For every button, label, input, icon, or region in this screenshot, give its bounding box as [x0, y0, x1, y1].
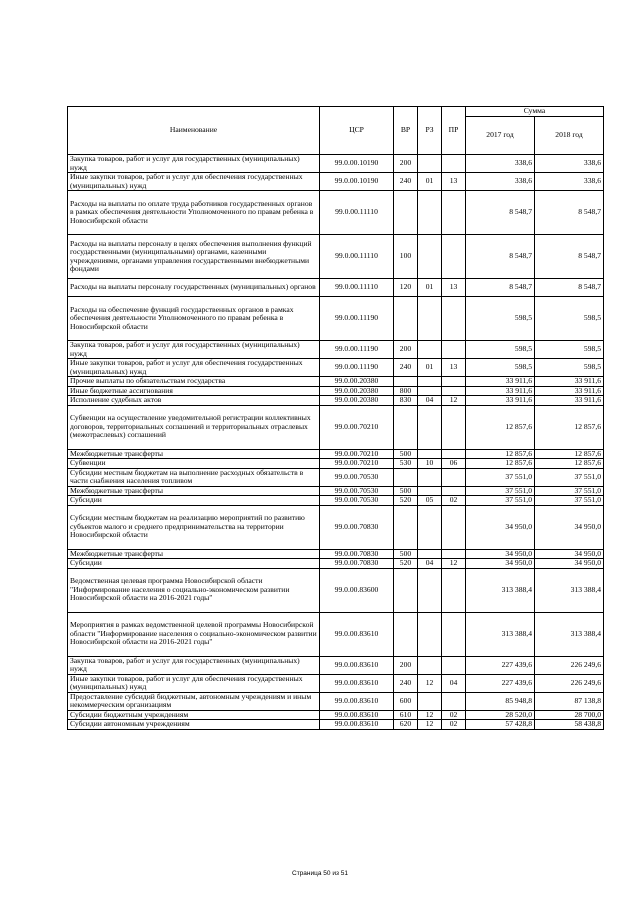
cell-csr: 99.0.00.83600	[320, 568, 394, 612]
cell-2017: 313 388,4	[466, 568, 535, 612]
cell-name: Расходы на обеспечение функций государственных органов в рамках обеспечения деятельности Уполномоченного по правам ребенка в Новосибирской области	[68, 297, 320, 341]
cell-2017: 227 439,6	[466, 656, 535, 674]
cell-name: Субсидии автономным учреждениям	[68, 720, 320, 730]
cell-2017: 598,5	[466, 297, 535, 341]
table-body	[68, 155, 604, 730]
cell-2018: 8 548,7	[535, 191, 604, 235]
cell-vr: 200	[394, 155, 418, 173]
cell-2018: 226 249,6	[535, 674, 604, 692]
cell-2017: 8 548,7	[466, 279, 535, 297]
cell-vr: 530	[394, 459, 418, 469]
table-row	[68, 496, 604, 506]
cell-name: Субсидии местным бюджетам на реализацию мероприятий по развитию субъектов малого и среднего предпринимательства на территории Новосибирской области	[68, 505, 320, 549]
cell-vr	[394, 191, 418, 235]
table-row	[68, 279, 604, 297]
cell-name: Субсидии бюджетным учреждениям	[68, 710, 320, 720]
cell-pr: 12	[442, 559, 466, 569]
cell-2017: 85 948,8	[466, 692, 535, 710]
cell-2017: 33 911,6	[466, 377, 535, 387]
cell-2018: 34 950,0	[535, 559, 604, 569]
cell-2017: 34 950,0	[466, 559, 535, 569]
cell-pr	[442, 155, 466, 173]
cell-rz	[418, 656, 442, 674]
cell-rz: 12	[418, 720, 442, 730]
cell-csr: 99.0.00.11190	[320, 297, 394, 341]
cell-2018: 8 548,7	[535, 235, 604, 279]
cell-2017: 57 428,8	[466, 720, 535, 730]
header-name: Наименование	[68, 107, 320, 155]
cell-2017: 227 439,6	[466, 674, 535, 692]
cell-pr	[442, 235, 466, 279]
cell-2018: 28 700,0	[535, 710, 604, 720]
table-row	[68, 297, 604, 341]
cell-csr: 99.0.00.20380	[320, 386, 394, 396]
cell-2018: 598,5	[535, 359, 604, 377]
cell-pr	[442, 468, 466, 486]
table-row	[68, 191, 604, 235]
cell-2017: 12 857,6	[466, 459, 535, 469]
cell-csr: 99.0.00.70830	[320, 549, 394, 559]
cell-vr: 830	[394, 396, 418, 406]
cell-2018: 313 388,4	[535, 612, 604, 656]
cell-2018: 58 438,8	[535, 720, 604, 730]
cell-pr: 12	[442, 396, 466, 406]
cell-rz	[418, 692, 442, 710]
cell-vr	[394, 505, 418, 549]
cell-2017: 37 551,0	[466, 496, 535, 506]
cell-2018: 338,6	[535, 155, 604, 173]
cell-2017: 34 950,0	[466, 549, 535, 559]
cell-2018: 33 911,6	[535, 386, 604, 396]
cell-name: Закупка товаров, работ и услуг для государственных (муниципальных) нужд	[68, 656, 320, 674]
cell-rz: 12	[418, 710, 442, 720]
cell-2018: 8 548,7	[535, 279, 604, 297]
cell-vr: 200	[394, 656, 418, 674]
cell-vr	[394, 297, 418, 341]
cell-2017: 338,6	[466, 155, 535, 173]
cell-name: Межбюджетные трансферты	[68, 486, 320, 496]
cell-rz: 05	[418, 496, 442, 506]
cell-2017: 33 911,6	[466, 396, 535, 406]
table-row	[68, 359, 604, 377]
cell-csr: 99.0.00.70530	[320, 496, 394, 506]
table-row	[68, 692, 604, 710]
cell-vr: 520	[394, 496, 418, 506]
cell-rz	[418, 468, 442, 486]
cell-2018: 34 950,0	[535, 505, 604, 549]
cell-csr: 99.0.00.83610	[320, 710, 394, 720]
cell-rz	[418, 235, 442, 279]
header-sum: Сумма	[466, 107, 604, 117]
table-row	[68, 559, 604, 569]
cell-2017: 598,5	[466, 359, 535, 377]
cell-rz	[418, 612, 442, 656]
table-row	[68, 459, 604, 469]
cell-2017: 37 551,0	[466, 468, 535, 486]
cell-name: Иные закупки товаров, работ и услуг для обеспечения государственных (муниципальных) нужд	[68, 173, 320, 191]
table-row	[68, 155, 604, 173]
page-footer: Страница 50 из 51	[292, 870, 348, 877]
table-row	[68, 405, 604, 449]
cell-rz: 10	[418, 459, 442, 469]
cell-rz	[418, 297, 442, 341]
cell-2018: 338,6	[535, 173, 604, 191]
cell-rz: 01	[418, 279, 442, 297]
table-row	[68, 377, 604, 387]
cell-pr	[442, 568, 466, 612]
cell-rz: 04	[418, 396, 442, 406]
table-row	[68, 173, 604, 191]
cell-2018: 12 857,6	[535, 449, 604, 459]
table-row	[68, 568, 604, 612]
cell-vr	[394, 377, 418, 387]
cell-2018: 313 388,4	[535, 568, 604, 612]
cell-2018: 34 950,0	[535, 549, 604, 559]
cell-pr: 13	[442, 173, 466, 191]
cell-vr	[394, 568, 418, 612]
cell-name: Прочие выплаты по обязательствам государства	[68, 377, 320, 387]
cell-csr: 99.0.00.70210	[320, 459, 394, 469]
cell-pr: 02	[442, 496, 466, 506]
cell-csr: 99.0.00.11110	[320, 191, 394, 235]
cell-pr	[442, 612, 466, 656]
cell-name: Субвенции на осуществление уведомительной регистрации коллективных договоров, территориальных соглашений и территориальных отраслевых (межотраслевых) соглашений	[68, 405, 320, 449]
cell-csr: 99.0.00.70830	[320, 505, 394, 549]
cell-rz: 12	[418, 674, 442, 692]
cell-csr: 99.0.00.83610	[320, 692, 394, 710]
cell-vr	[394, 405, 418, 449]
cell-2017: 33 911,6	[466, 386, 535, 396]
cell-csr: 99.0.00.20380	[320, 377, 394, 387]
cell-2018: 33 911,6	[535, 377, 604, 387]
cell-2017: 313 388,4	[466, 612, 535, 656]
cell-rz	[418, 568, 442, 612]
cell-pr	[442, 341, 466, 359]
cell-name: Предоставление субсидий бюджетным, автономным учреждениям и иным некоммерческим организациям	[68, 692, 320, 710]
cell-csr: 99.0.00.83610	[320, 674, 394, 692]
cell-pr	[442, 505, 466, 549]
table-row	[68, 341, 604, 359]
cell-name: Мероприятия в рамках ведомственной целевой программы Новосибирской области "Информирование населения о социально-экономическом развитии Новосибирской области на 2016-2021 годы"	[68, 612, 320, 656]
cell-csr: 99.0.00.11110	[320, 279, 394, 297]
cell-2018: 37 551,0	[535, 496, 604, 506]
cell-2017: 338,6	[466, 173, 535, 191]
cell-csr: 99.0.00.10190	[320, 155, 394, 173]
cell-pr: 04	[442, 674, 466, 692]
cell-pr: 02	[442, 720, 466, 730]
cell-name: Субсидии	[68, 559, 320, 569]
cell-pr: 06	[442, 459, 466, 469]
cell-vr: 100	[394, 235, 418, 279]
cell-csr: 99.0.00.10190	[320, 173, 394, 191]
cell-vr: 240	[394, 173, 418, 191]
cell-name: Исполнение судебных актов	[68, 396, 320, 406]
table-row	[68, 674, 604, 692]
cell-vr: 120	[394, 279, 418, 297]
cell-vr: 620	[394, 720, 418, 730]
cell-csr: 99.0.00.11190	[320, 359, 394, 377]
cell-name: Иные бюджетные ассигнования	[68, 386, 320, 396]
cell-rz: 01	[418, 173, 442, 191]
header-pr: ПР	[442, 107, 466, 155]
cell-2017: 8 548,7	[466, 191, 535, 235]
cell-pr	[442, 377, 466, 387]
cell-csr: 99.0.00.11110	[320, 235, 394, 279]
cell-name: Межбюджетные трансферты	[68, 549, 320, 559]
cell-name: Межбюджетные трансферты	[68, 449, 320, 459]
header-vr: ВР	[394, 107, 418, 155]
cell-2018: 12 857,6	[535, 459, 604, 469]
cell-pr	[442, 405, 466, 449]
cell-pr: 13	[442, 279, 466, 297]
cell-csr: 99.0.00.70210	[320, 405, 394, 449]
cell-2017: 28 520,0	[466, 710, 535, 720]
cell-2017: 598,5	[466, 341, 535, 359]
cell-2017: 37 551,0	[466, 486, 535, 496]
cell-pr	[442, 692, 466, 710]
cell-pr	[442, 297, 466, 341]
cell-vr	[394, 612, 418, 656]
header-2018: 2018 год	[535, 117, 604, 155]
cell-2018: 87 138,8	[535, 692, 604, 710]
header-2017: 2017 год	[466, 117, 535, 155]
cell-2018: 598,5	[535, 297, 604, 341]
cell-rz	[418, 155, 442, 173]
cell-name: Субсидии местным бюджетам на выполнение расходных обязательств в части снабжения населения топливом	[68, 468, 320, 486]
cell-vr: 200	[394, 341, 418, 359]
cell-pr	[442, 656, 466, 674]
cell-vr: 520	[394, 559, 418, 569]
table-row	[68, 235, 604, 279]
cell-name: Ведомственная целевая программа Новосибирской области "Информирование населения о социально-экономическом развитии Новосибирской области на 2016-2021 годы"	[68, 568, 320, 612]
cell-vr: 240	[394, 674, 418, 692]
cell-csr: 99.0.00.70830	[320, 559, 394, 569]
cell-vr: 600	[394, 692, 418, 710]
cell-2017: 12 857,6	[466, 405, 535, 449]
cell-2017: 8 548,7	[466, 235, 535, 279]
cell-vr: 610	[394, 710, 418, 720]
cell-vr: 240	[394, 359, 418, 377]
cell-vr: 800	[394, 386, 418, 396]
cell-vr: 500	[394, 486, 418, 496]
cell-vr: 500	[394, 449, 418, 459]
cell-csr: 99.0.00.20380	[320, 396, 394, 406]
cell-name: Субсидии	[68, 496, 320, 506]
cell-rz: 01	[418, 359, 442, 377]
table-row	[68, 396, 604, 406]
cell-vr: 500	[394, 549, 418, 559]
cell-name: Расходы на выплаты персоналу в целях обеспечения выполнения функций государственными (муниципальными) органами, казенными учреждениями, органами управления государственными внебюджетными фондами	[68, 235, 320, 279]
cell-2018: 37 551,0	[535, 486, 604, 496]
cell-name: Закупка товаров, работ и услуг для государственных (муниципальных) нужд	[68, 155, 320, 173]
cell-2017: 34 950,0	[466, 505, 535, 549]
cell-rz	[418, 191, 442, 235]
cell-2018: 12 857,6	[535, 405, 604, 449]
table-row	[68, 656, 604, 674]
cell-rz: 04	[418, 559, 442, 569]
table-row	[68, 612, 604, 656]
cell-csr: 99.0.00.83610	[320, 612, 394, 656]
cell-rz	[418, 341, 442, 359]
cell-pr: 02	[442, 710, 466, 720]
cell-pr: 13	[442, 359, 466, 377]
cell-csr: 99.0.00.11190	[320, 341, 394, 359]
cell-csr: 99.0.00.70530	[320, 486, 394, 496]
cell-2017: 12 857,6	[466, 449, 535, 459]
cell-name: Субвенции	[68, 459, 320, 469]
cell-pr	[442, 191, 466, 235]
cell-name: Закупка товаров, работ и услуг для государственных (муниципальных) нужд	[68, 341, 320, 359]
cell-2018: 226 249,6	[535, 656, 604, 674]
cell-2018: 33 911,6	[535, 396, 604, 406]
cell-name: Иные закупки товаров, работ и услуг для обеспечения государственных (муниципальных) нужд	[68, 359, 320, 377]
budget-table	[67, 106, 604, 730]
cell-csr: 99.0.00.83610	[320, 720, 394, 730]
cell-name: Иные закупки товаров, работ и услуг для обеспечения государственных (муниципальных) нужд	[68, 674, 320, 692]
header-csr: ЦСР	[320, 107, 394, 155]
cell-csr: 99.0.00.83610	[320, 656, 394, 674]
cell-csr: 99.0.00.70210	[320, 449, 394, 459]
cell-2018: 598,5	[535, 341, 604, 359]
table-row	[68, 720, 604, 730]
cell-2018: 37 551,0	[535, 468, 604, 486]
cell-name: Расходы на выплаты персоналу государственных (муниципальных) органов	[68, 279, 320, 297]
table-row	[68, 505, 604, 549]
cell-csr: 99.0.00.70530	[320, 468, 394, 486]
cell-name: Расходы на выплаты по оплате труда работников государственных органов в рамках обеспечения деятельности Уполномоченного по правам ребенка в Новосибирской области	[68, 191, 320, 235]
table-row	[68, 468, 604, 486]
cell-rz	[418, 405, 442, 449]
header-rz: РЗ	[418, 107, 442, 155]
cell-vr	[394, 468, 418, 486]
cell-rz	[418, 505, 442, 549]
cell-rz	[418, 377, 442, 387]
